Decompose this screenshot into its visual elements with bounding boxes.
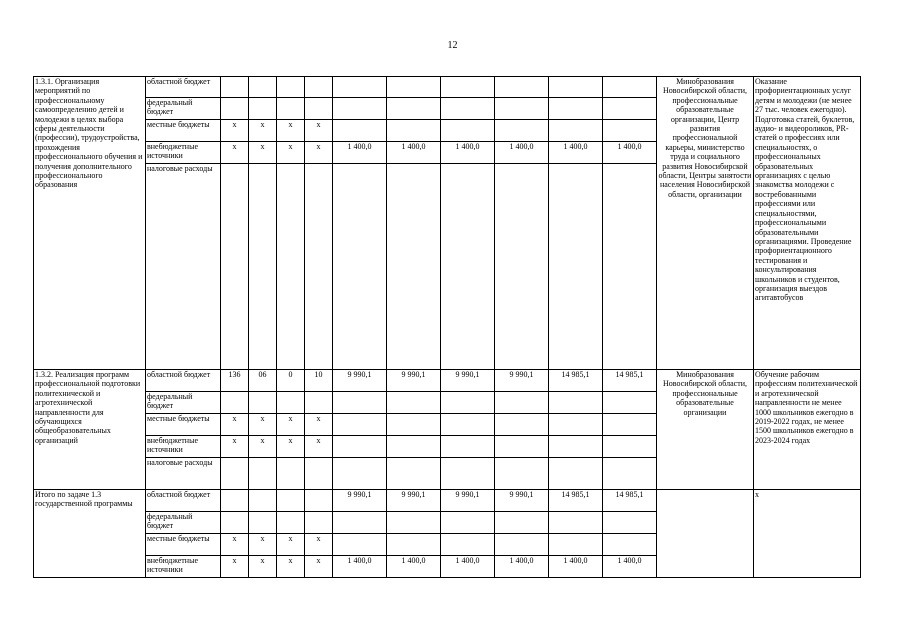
- budget-code: x: [305, 142, 333, 164]
- funding-value: [387, 98, 441, 120]
- budget-code: [249, 77, 277, 98]
- funding-value: [549, 458, 603, 490]
- funding-value: [603, 98, 657, 120]
- budget-code: x: [277, 534, 305, 556]
- funding-source: местные бюджеты: [146, 120, 221, 142]
- budget-code: 136: [221, 370, 249, 392]
- budget-code: x: [305, 436, 333, 458]
- funding-value: [387, 392, 441, 414]
- budget-code: [221, 490, 249, 512]
- funding-value: [441, 120, 495, 142]
- budget-code: [305, 164, 333, 370]
- funding-value: 9 990,1: [333, 370, 387, 392]
- funding-value: [495, 120, 549, 142]
- budget-code: x: [221, 534, 249, 556]
- budget-code: [277, 490, 305, 512]
- program-table: [33, 76, 861, 578]
- budget-code: x: [277, 120, 305, 142]
- funding-value: [495, 98, 549, 120]
- funding-value: [387, 534, 441, 556]
- funding-value: [495, 77, 549, 98]
- funding-value: [441, 436, 495, 458]
- budget-code: [221, 98, 249, 120]
- funding-value: [387, 164, 441, 370]
- budget-code: [277, 392, 305, 414]
- funding-value: [387, 512, 441, 534]
- funding-source: налоговые расходы: [146, 458, 221, 490]
- funding-value: [387, 120, 441, 142]
- table-row: [34, 370, 861, 392]
- funding-value: [495, 534, 549, 556]
- funding-value: [441, 534, 495, 556]
- budget-code: [221, 458, 249, 490]
- budget-code: 0: [277, 370, 305, 392]
- expected-result: Оказание профориентационных услуг детям и молодежи (не менее 27 тыс. человек ежегодно). Подготовка статей, буклетов, аудио- и видеороликов, PR-статей о профессиях или специальностях, о профессиональных образовательных организациях с целью знакомства молодежи с востребованными профессиями или специальностями, профессиональными образовательными организациями. Проведение профориентационного тестирования и консультирования школьников и студентов, организация выездов агитавтобусов: [754, 77, 861, 370]
- budget-code: [277, 98, 305, 120]
- funding-value: [333, 436, 387, 458]
- funding-value: [603, 120, 657, 142]
- funding-value: 14 985,1: [549, 490, 603, 512]
- budget-code: 06: [249, 370, 277, 392]
- funding-value: [603, 458, 657, 490]
- funding-value: [603, 534, 657, 556]
- funding-value: [549, 120, 603, 142]
- funding-value: [441, 512, 495, 534]
- funding-value: [549, 512, 603, 534]
- budget-code: x: [305, 556, 333, 578]
- budget-code: x: [249, 556, 277, 578]
- funding-value: 9 990,1: [495, 490, 549, 512]
- table-row: [34, 490, 861, 512]
- budget-code: x: [305, 120, 333, 142]
- executor: Минобразования Новосибирской области, профессиональные образовательные организации: [657, 370, 754, 490]
- funding-value: [333, 164, 387, 370]
- budget-code: x: [221, 120, 249, 142]
- funding-value: 9 990,1: [387, 490, 441, 512]
- budget-code: x: [249, 120, 277, 142]
- funding-value: 9 990,1: [495, 370, 549, 392]
- funding-value: [333, 458, 387, 490]
- executor: [657, 490, 754, 578]
- funding-source: областной бюджет: [146, 77, 221, 98]
- budget-code: [305, 490, 333, 512]
- funding-value: [603, 436, 657, 458]
- funding-value: 1 400,0: [603, 556, 657, 578]
- funding-value: [495, 164, 549, 370]
- funding-value: [333, 120, 387, 142]
- budget-code: x: [221, 142, 249, 164]
- funding-source: внебюджетные источники: [146, 556, 221, 578]
- funding-value: [441, 77, 495, 98]
- budget-code: x: [305, 534, 333, 556]
- budget-code: [221, 77, 249, 98]
- funding-value: [387, 458, 441, 490]
- funding-value: 1 400,0: [333, 142, 387, 164]
- funding-value: [603, 77, 657, 98]
- funding-value: 9 990,1: [387, 370, 441, 392]
- funding-value: [603, 512, 657, 534]
- funding-source: федеральный бюджет: [146, 98, 221, 120]
- funding-value: [441, 392, 495, 414]
- funding-source: федеральный бюджет: [146, 392, 221, 414]
- budget-code: x: [277, 142, 305, 164]
- funding-value: [333, 392, 387, 414]
- funding-value: [387, 77, 441, 98]
- executor: Минобразования Новосибирской области, профессиональные образовательные организации, Центр развития профессиональной карьеры, министерство труда и социального развития Новосибирской области, Центры занятости населения Новосибирской области, организации: [657, 77, 754, 370]
- funding-value: [441, 98, 495, 120]
- budget-code: x: [221, 414, 249, 436]
- funding-value: 1 400,0: [549, 556, 603, 578]
- budget-code: [277, 512, 305, 534]
- funding-value: [495, 512, 549, 534]
- funding-value: [603, 164, 657, 370]
- budget-code: [249, 392, 277, 414]
- funding-value: [441, 458, 495, 490]
- budget-code: x: [221, 556, 249, 578]
- budget-code: [305, 458, 333, 490]
- funding-value: [333, 512, 387, 534]
- funding-value: [441, 164, 495, 370]
- funding-value: 1 400,0: [441, 142, 495, 164]
- funding-value: 1 400,0: [387, 556, 441, 578]
- budget-code: x: [277, 414, 305, 436]
- funding-value: 1 400,0: [333, 556, 387, 578]
- budget-code: x: [221, 436, 249, 458]
- funding-value: [387, 436, 441, 458]
- funding-value: [333, 534, 387, 556]
- funding-value: [495, 458, 549, 490]
- budget-code: [249, 490, 277, 512]
- funding-value: [333, 77, 387, 98]
- funding-value: 1 400,0: [387, 142, 441, 164]
- budget-code: [249, 512, 277, 534]
- funding-value: [495, 436, 549, 458]
- funding-source: внебюджетные источники: [146, 142, 221, 164]
- measure-name: 1.3.2. Реализация программ профессиональной подготовки политехнической и агротехнической направленности для обучающихся общеобразовательных организаций: [34, 370, 146, 490]
- budget-code: x: [249, 436, 277, 458]
- funding-value: [333, 98, 387, 120]
- funding-value: [549, 534, 603, 556]
- funding-value: 1 400,0: [495, 142, 549, 164]
- funding-value: [549, 98, 603, 120]
- funding-value: [549, 77, 603, 98]
- budget-code: [221, 164, 249, 370]
- funding-value: 9 990,1: [441, 490, 495, 512]
- funding-value: 9 990,1: [333, 490, 387, 512]
- budget-code: [305, 77, 333, 98]
- budget-code: [305, 392, 333, 414]
- expected-result: Обучение рабочим профессиям политехнической и агротехнической направленности не менее 1000 школьников ежегодно в 2019-2022 годах, не менее 1500 школьников ежегодно в 2023-2024 годах: [754, 370, 861, 490]
- funding-source: местные бюджеты: [146, 534, 221, 556]
- budget-code: x: [249, 414, 277, 436]
- page-number: 12: [447, 40, 458, 51]
- funding-value: [333, 414, 387, 436]
- funding-value: [549, 392, 603, 414]
- budget-code: 10: [305, 370, 333, 392]
- budget-code: x: [305, 414, 333, 436]
- funding-value: 14 985,1: [603, 490, 657, 512]
- expected-result: x: [754, 490, 861, 578]
- budget-code: [249, 164, 277, 370]
- funding-value: [603, 414, 657, 436]
- funding-value: 1 400,0: [549, 142, 603, 164]
- funding-value: [549, 436, 603, 458]
- budget-code: [221, 512, 249, 534]
- budget-code: x: [249, 142, 277, 164]
- funding-source: налоговые расходы: [146, 164, 221, 370]
- budget-code: x: [277, 556, 305, 578]
- budget-code: [305, 98, 333, 120]
- funding-value: 1 400,0: [603, 142, 657, 164]
- measure-name: Итого по задаче 1.3 государственной программы: [34, 490, 146, 578]
- funding-value: 14 985,1: [603, 370, 657, 392]
- budget-code: [277, 77, 305, 98]
- funding-value: 1 400,0: [441, 556, 495, 578]
- budget-code: [249, 98, 277, 120]
- funding-source: областной бюджет: [146, 490, 221, 512]
- budget-code: [249, 458, 277, 490]
- budget-code: [277, 458, 305, 490]
- funding-source: федеральный бюджет: [146, 512, 221, 534]
- funding-source: областной бюджет: [146, 370, 221, 392]
- funding-value: [441, 414, 495, 436]
- budget-code: x: [277, 436, 305, 458]
- budget-code: [221, 392, 249, 414]
- funding-value: 14 985,1: [549, 370, 603, 392]
- funding-value: 1 400,0: [495, 556, 549, 578]
- budget-code: [305, 512, 333, 534]
- funding-value: [387, 414, 441, 436]
- funding-value: [549, 414, 603, 436]
- funding-value: [495, 414, 549, 436]
- table-row: [34, 77, 861, 98]
- funding-source: местные бюджеты: [146, 414, 221, 436]
- budget-code: x: [249, 534, 277, 556]
- funding-value: [495, 392, 549, 414]
- funding-source: внебюджетные источники: [146, 436, 221, 458]
- funding-value: [603, 392, 657, 414]
- measure-name: 1.3.1. Организация мероприятий по профессиональному самоопределению детей и молодежи в целях выбора сферы деятельности (профессии), трудоустройства, прохождения профессионального обучения и получения дополнительного профессионального образования: [34, 77, 146, 370]
- funding-value: [549, 164, 603, 370]
- budget-code: [277, 164, 305, 370]
- funding-value: 9 990,1: [441, 370, 495, 392]
